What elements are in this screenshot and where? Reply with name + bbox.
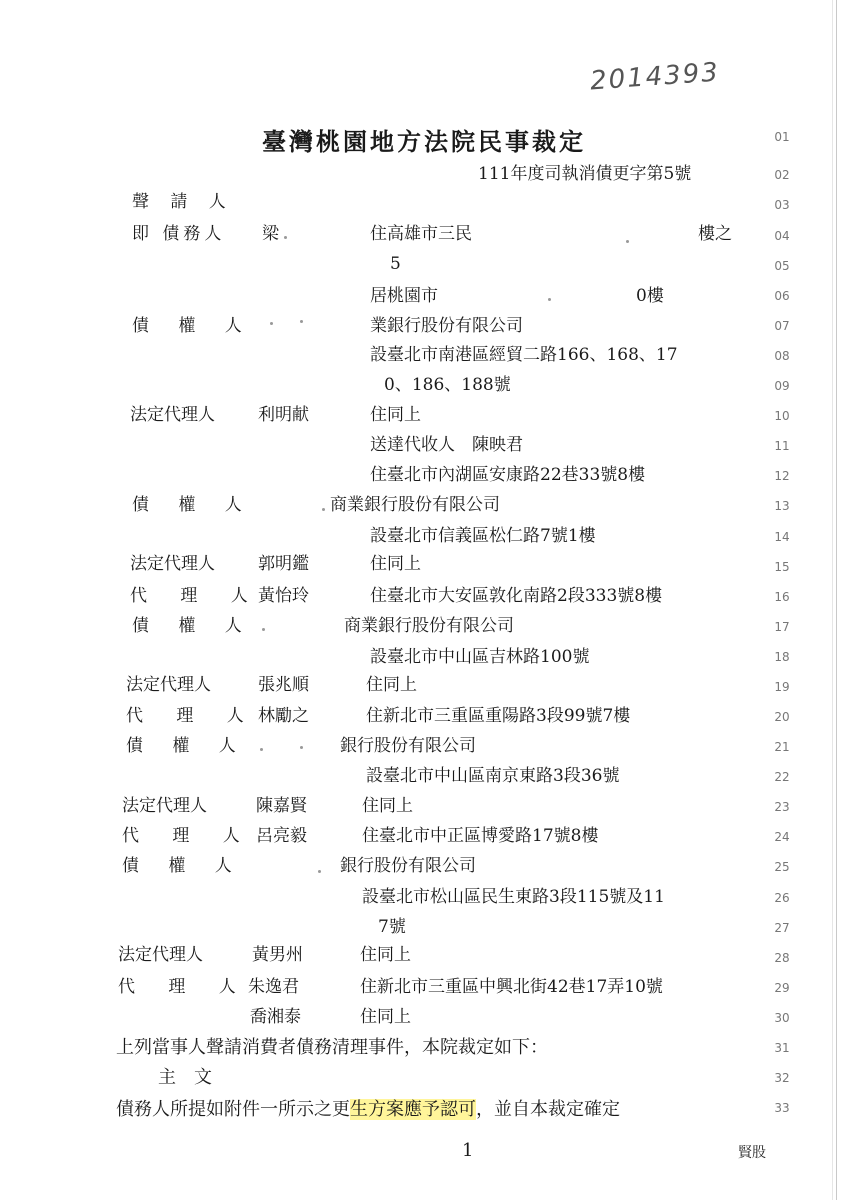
address-text: 設臺北市中山區南京東路3段36號	[366, 766, 620, 786]
party-name: 郭明鑑	[258, 554, 309, 574]
role-label: 法定代理人	[130, 554, 215, 574]
scan-artifact	[322, 508, 325, 511]
line-number: 06	[774, 289, 790, 303]
party-name: 陳嘉賢	[256, 796, 307, 816]
body-line: 上列當事人聲請消費者債務清理事件，本院裁定如下：	[116, 1037, 548, 1058]
line-number: 29	[774, 981, 790, 995]
section-heading: 主 文	[158, 1067, 212, 1088]
role-label: 債 權 人	[132, 316, 254, 336]
party-name: 張兆順	[258, 675, 309, 695]
address-text: 住臺北市大安區敦化南路2段333號8樓	[370, 586, 663, 606]
scan-artifact	[300, 320, 303, 323]
court-division: 賢股	[738, 1145, 766, 1161]
line-number: 04	[774, 229, 790, 243]
address-text: 住同上	[360, 945, 411, 965]
address-text: 住臺北市內湖區安康路22巷33號8樓	[370, 465, 646, 485]
address-text: 住同上	[362, 796, 413, 816]
address-text: 商業銀行股份有限公司	[330, 495, 500, 515]
address-text: 業銀行股份有限公司	[370, 316, 523, 336]
address-text: 住同上	[370, 554, 421, 574]
address-text: 商業銀行股份有限公司	[344, 616, 514, 636]
party-name: 喬湘泰	[250, 1007, 301, 1027]
line-number: 26	[774, 891, 790, 905]
address-text: 住高雄市三民	[370, 224, 472, 244]
role-label: 法定代理人	[126, 675, 211, 695]
role-label: 代 理 人	[118, 977, 250, 997]
address-text: 住新北市三重區中興北街42巷17弄10號	[360, 977, 663, 997]
line-number: 30	[774, 1011, 790, 1025]
line-number: 14	[774, 530, 790, 544]
body-text-segment: ，並自本裁定確定	[476, 1099, 620, 1120]
party-name: 梁	[262, 224, 279, 244]
role-label: 法定代理人	[122, 796, 207, 816]
line-number: 27	[774, 921, 790, 935]
line-number: 11	[774, 439, 790, 453]
address-text: 住新北市三重區重陽路3段99號7樓	[366, 706, 631, 726]
line-number: 21	[774, 740, 790, 754]
address-tail: 0樓	[636, 286, 664, 306]
address-text: 設臺北市中山區吉林路100號	[370, 647, 590, 667]
line-number: 08	[774, 349, 790, 363]
scan-artifact	[300, 746, 303, 749]
line-number: 01	[774, 130, 790, 144]
party-name: 黃怡玲	[258, 586, 309, 606]
scan-artifact	[626, 240, 629, 243]
case-number: 111年度司執消債更字第5號	[478, 164, 692, 184]
address-text: 居桃園市	[370, 286, 438, 306]
scan-artifact	[270, 322, 273, 325]
highlighted-text: 生方案應予認可	[350, 1099, 476, 1120]
party-name: 呂亮毅	[256, 826, 307, 846]
line-number: 32	[774, 1071, 790, 1085]
line-number: 05	[774, 259, 790, 273]
line-number: 23	[774, 800, 790, 814]
party-name: 利明献	[258, 405, 309, 425]
address-text: 7號	[378, 917, 406, 937]
line-number: 12	[774, 469, 790, 483]
line-number: 07	[774, 319, 790, 333]
party-name: 林勵之	[258, 706, 309, 726]
address-text: 住同上	[366, 675, 417, 695]
line-number: 20	[774, 710, 790, 724]
line-number: 31	[774, 1041, 790, 1055]
party-name: 朱逸君	[248, 977, 299, 997]
agent-text: 送達代收人 陳映君	[370, 435, 523, 455]
page-number: 1	[462, 1140, 474, 1161]
handwritten-note: 2014393	[589, 57, 721, 97]
line-number: 09	[774, 379, 790, 393]
scan-artifact	[260, 748, 263, 751]
line-number: 33	[774, 1101, 790, 1115]
scan-edge-line-inner	[832, 0, 833, 1200]
address-text: 銀行股份有限公司	[340, 856, 476, 876]
role-label: 代 理 人	[130, 586, 262, 606]
role-label: 債 權 人	[132, 495, 254, 515]
address-text: 設臺北市信義區松仁路7號1樓	[370, 526, 596, 546]
line-number: 18	[774, 650, 790, 664]
address-text: 住同上	[360, 1007, 411, 1027]
address-text: 設臺北市松山區民生東路3段115號及11	[362, 887, 665, 907]
scan-artifact	[318, 870, 321, 873]
scan-artifact	[262, 628, 265, 631]
line-number: 10	[774, 409, 790, 423]
scan-artifact	[284, 236, 287, 239]
scan-artifact	[548, 298, 551, 301]
role-label: 代 理 人	[122, 826, 254, 846]
party-name: 黃男州	[252, 945, 303, 965]
body-text-segment: 債務人所提如附件一所示之更	[116, 1099, 350, 1120]
line-number: 19	[774, 680, 790, 694]
role-label: 法定代理人	[118, 945, 203, 965]
line-number: 15	[774, 560, 790, 574]
role-label: 債 權 人	[126, 736, 248, 756]
role-label: 債 權 人	[132, 616, 254, 636]
address-text: 0、186、188號	[384, 375, 511, 395]
line-number: 25	[774, 860, 790, 874]
line-number: 22	[774, 770, 790, 784]
line-number: 28	[774, 951, 790, 965]
role-label: 債 權 人	[122, 856, 244, 876]
address-text: 銀行股份有限公司	[340, 736, 476, 756]
line-number: 02	[774, 168, 790, 182]
address-text: 設臺北市南港區經貿二路166、168、17	[370, 345, 678, 365]
role-label: 法定代理人	[130, 405, 215, 425]
line-number: 17	[774, 620, 790, 634]
line-number: 16	[774, 590, 790, 604]
line-number: 03	[774, 198, 790, 212]
address-text: 5	[390, 254, 401, 274]
line-number: 13	[774, 499, 790, 513]
document-title: 臺灣桃園地方法院民事裁定	[262, 127, 586, 156]
body-line	[116, 1099, 620, 1121]
role-label: 聲 請 人	[132, 192, 234, 212]
address-text: 住臺北市中正區博愛路17號8樓	[362, 826, 599, 846]
role-label: 代 理 人	[126, 706, 258, 726]
scan-edge-line	[836, 0, 837, 1200]
address-text: 住同上	[370, 405, 421, 425]
address-tail: 樓之	[698, 224, 732, 244]
line-number: 24	[774, 830, 790, 844]
role-label: 即 債務人	[132, 224, 226, 244]
